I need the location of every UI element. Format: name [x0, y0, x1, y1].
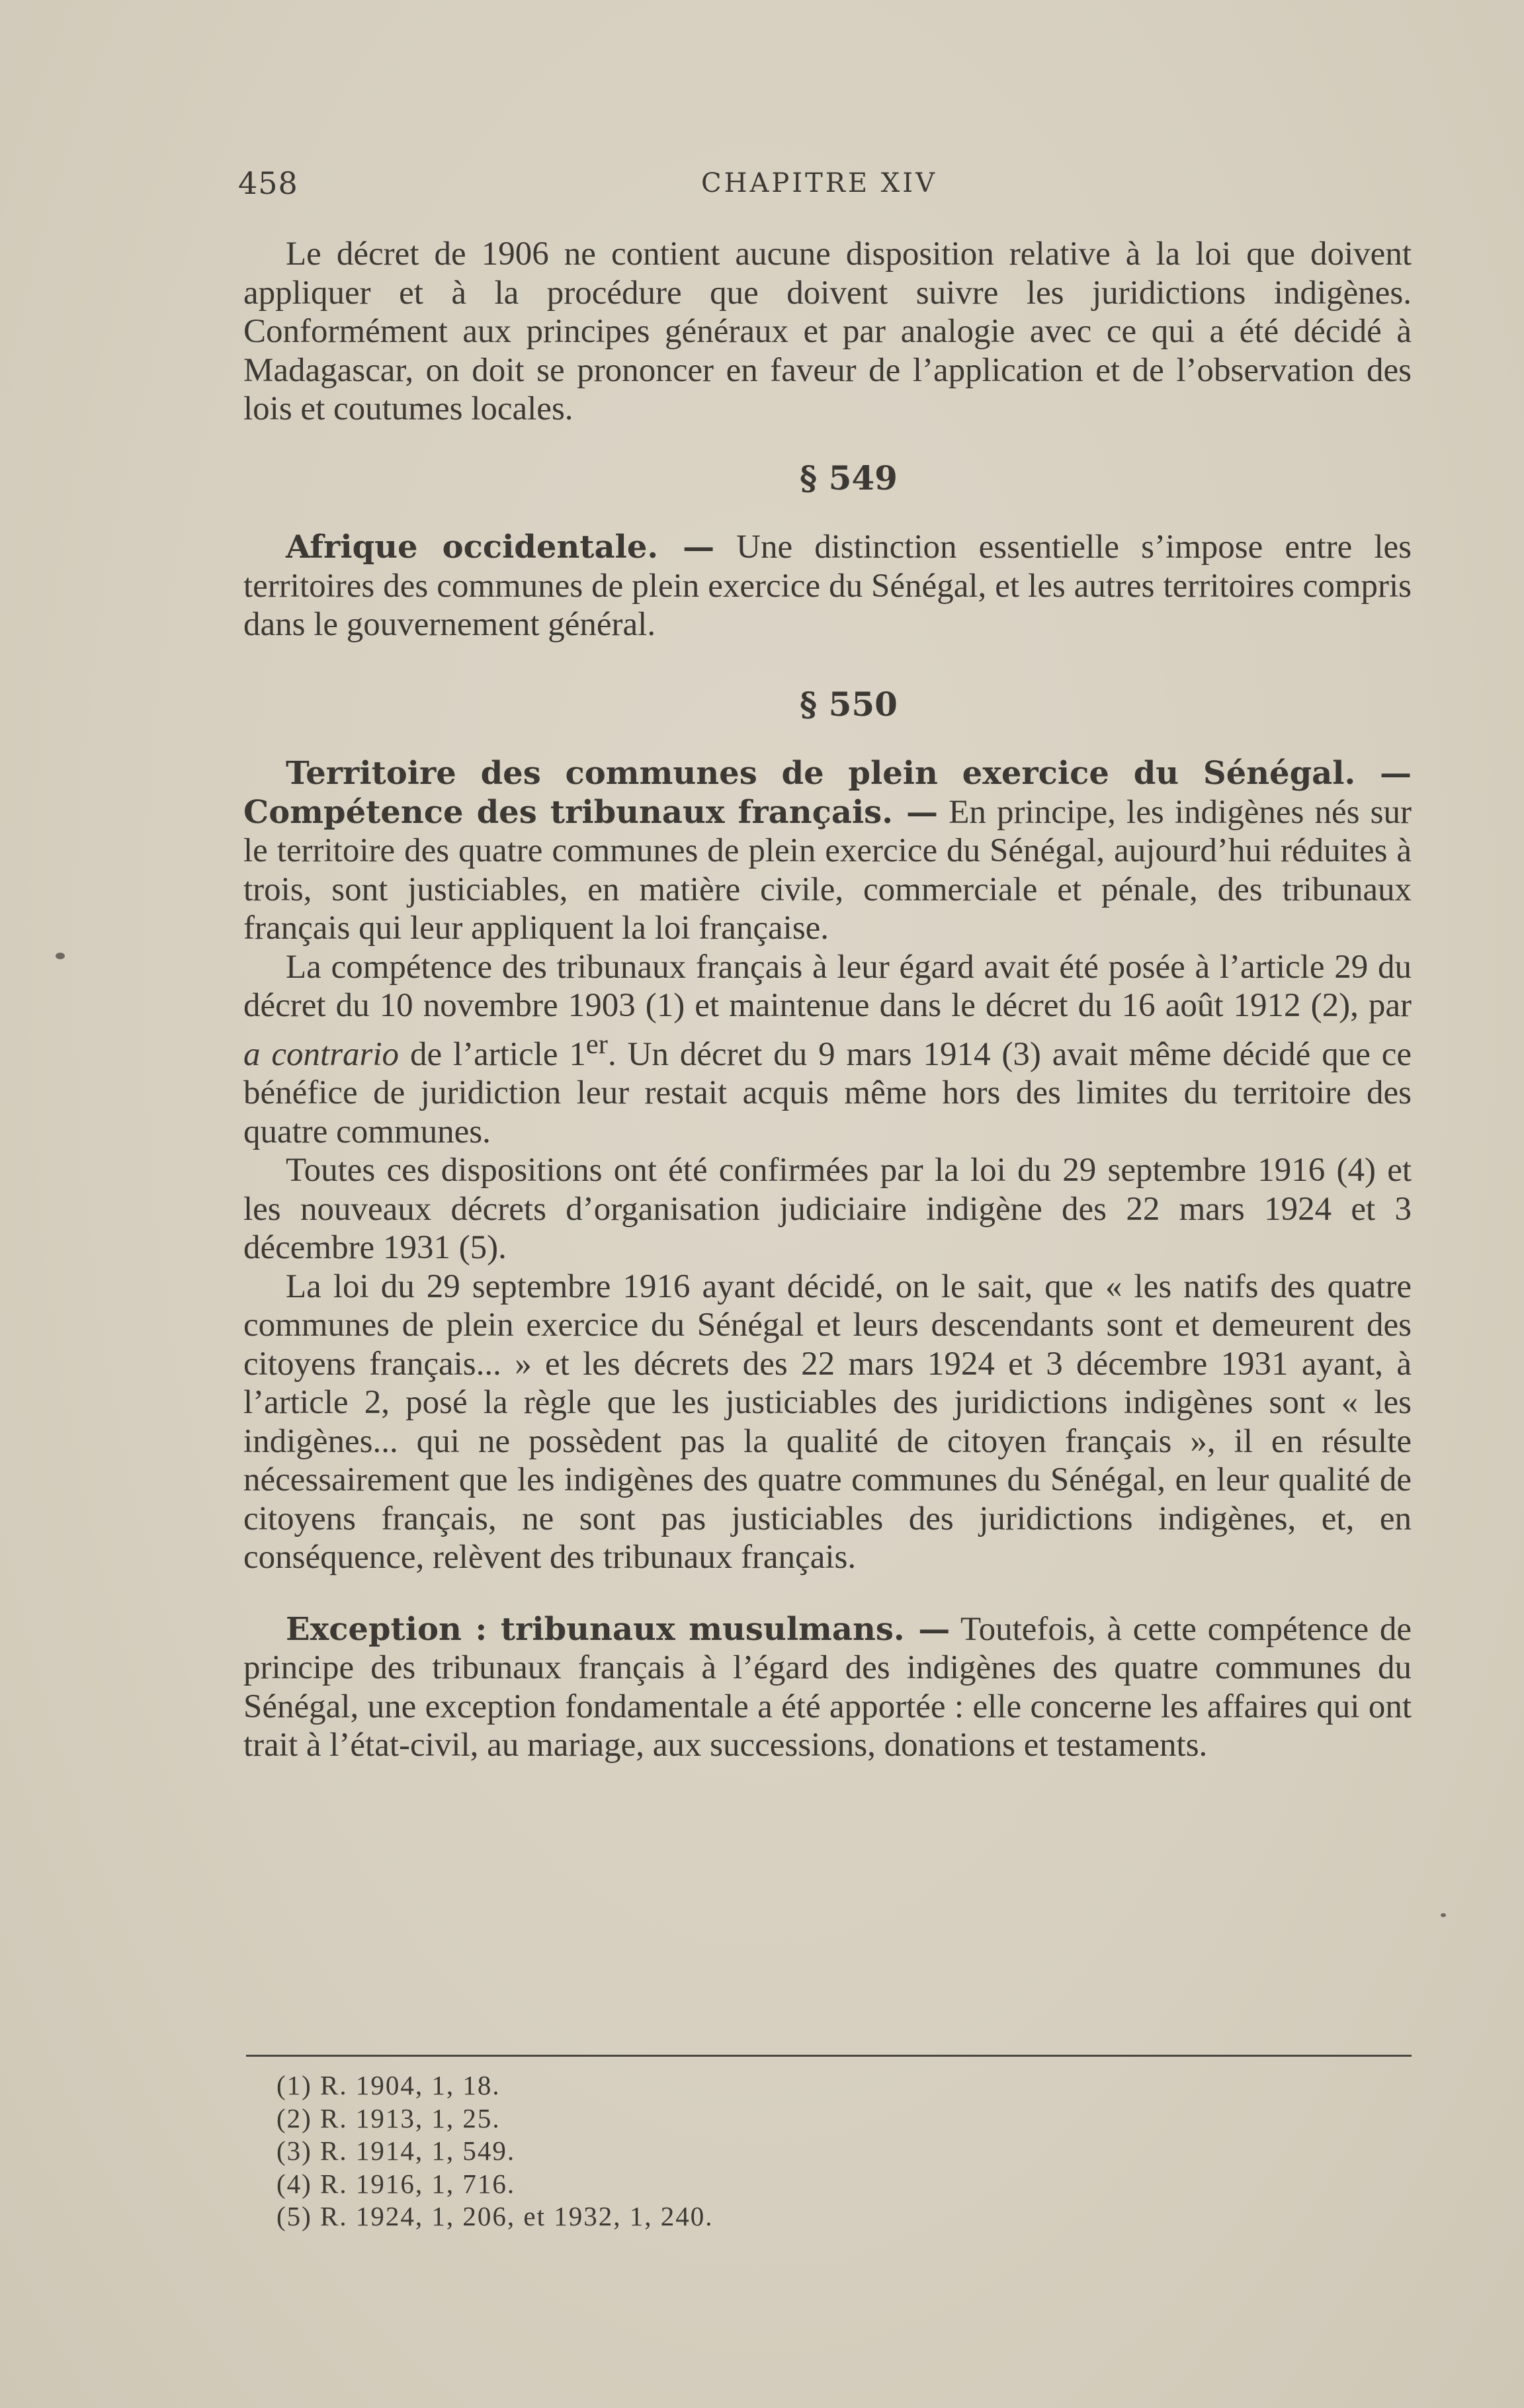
page-header [238, 165, 1412, 205]
ink-speck [1441, 1913, 1446, 1917]
footnote-rule [246, 2055, 1412, 2057]
paragraph-confirmation: Toutes ces dispositions ont été confirmées par la loi du 29 septembre 1916 (4) et les nouveaux décrets d’organisation judiciaire indigène des 22 mars 1924 et 3 décembre 1931 (5). [243, 1152, 1412, 1266]
footnote: (3) R. 1914, 1, 549. [276, 2135, 516, 2166]
footnote: (1) R. 1904, 1, 18. [276, 2070, 501, 2100]
paragraph-intro: Le décret de 1906 ne contient aucune disposition relative à la loi que doivent appliquer et à la procédure que doivent suivre les juridictions indigènes. Conformément aux principes généraux et par analogie avec ce qui a été décidé à Madagascar, on doit se prononcer en faveur de l’application et de l’observation des lois et coutumes locales. [243, 236, 1412, 427]
text-exception: Toutefois, à cette compétence de principe des tribunaux français à l’égard des indigènes des quatre communes du Sénégal, une exception fondamentale a été apportée : elle concerne les affaires qui ont trait à l’état-civil, au mariage, aux successions, donations et testaments. [243, 1610, 1412, 1764]
footnotes [276, 2069, 1070, 2233]
heading-territoire: Territoire des communes de plein exercice du Sénégal. — Compétence des tribunaux français. — [243, 755, 1412, 831]
ink-speck [56, 953, 65, 959]
paragraph-afrique-occidentale [243, 528, 1412, 644]
body-text [243, 235, 1412, 1765]
italic-a-contrario: a contrario [243, 1035, 400, 1073]
heading-exception: Exception : tribunaux musulmans. — [286, 1610, 951, 1648]
paragraph-exception [243, 1610, 1412, 1765]
section-mark-549: § 549 [800, 458, 898, 497]
text-territoire: En principe, les indigènes nés sur le territoire des quatre communes de plein exercice du Sénégal, aujourd’hui réduites à trois, sont justiciables, en matière civile, commerciale et pénale, des tribunaux français qui leur appliquent la loi française. [243, 793, 1412, 947]
superscript-er: er [585, 1028, 608, 1060]
text-afrique-occidentale: Une distinction essentielle s’impose entre les territoires des communes de plein exercice du Sénégal, et les autres territoires compris dans le gouvernement général. [243, 529, 1412, 643]
footnote: (5) R. 1924, 1, 206, et 1932, 1, 240. [276, 2201, 714, 2231]
heading-afrique-occidentale: Afrique occidentale. — [286, 529, 715, 566]
paragraph-competence: La compétence des tribunaux français à leur égard avait été posée à l’article 29 du décret du 10 novembre 1903 (1) et maintenue dans le décret du 16 août 1912 (2), par a contrario de l’article 1er. Un décret du 9 mars 1914 (3) avait même décidé que ce bénéfice de juridiction leur restait acquis même hors des limites du territoire des quatre communes. [243, 948, 1412, 1150]
footnote: (2) R. 1913, 1, 25. [276, 2102, 501, 2133]
footnote: (4) R. 1916, 1, 716. [276, 2168, 516, 2199]
paragraph-territoire [243, 754, 1412, 948]
section-mark-550: § 550 [800, 684, 898, 724]
paragraph-loi-1916: La loi du 29 septembre 1916 ayant décidé, on le sait, que « les natifs des quatre communes de plein exercice du Sénégal et leurs descendants sont et demeurent des citoyens français... » et les décrets des 22 mars 1924 et 3 décembre 1931 ayant, à l’article 2, posé la règle que les justiciables des juridictions indigènes sont « les indigènes... qui ne possèdent pas la qualité de citoyen français », il en résulte nécessairement que les indigènes des quatre communes du Sénégal, en leur qualité de citoyens français, ne sont pas justiciables des juridictions indigènes, et, en conséquence, relèvent des tribunaux français. [243, 1268, 1412, 1576]
running-head: CHAPITRE XIV [701, 168, 937, 198]
page-number: 458 [238, 165, 298, 201]
